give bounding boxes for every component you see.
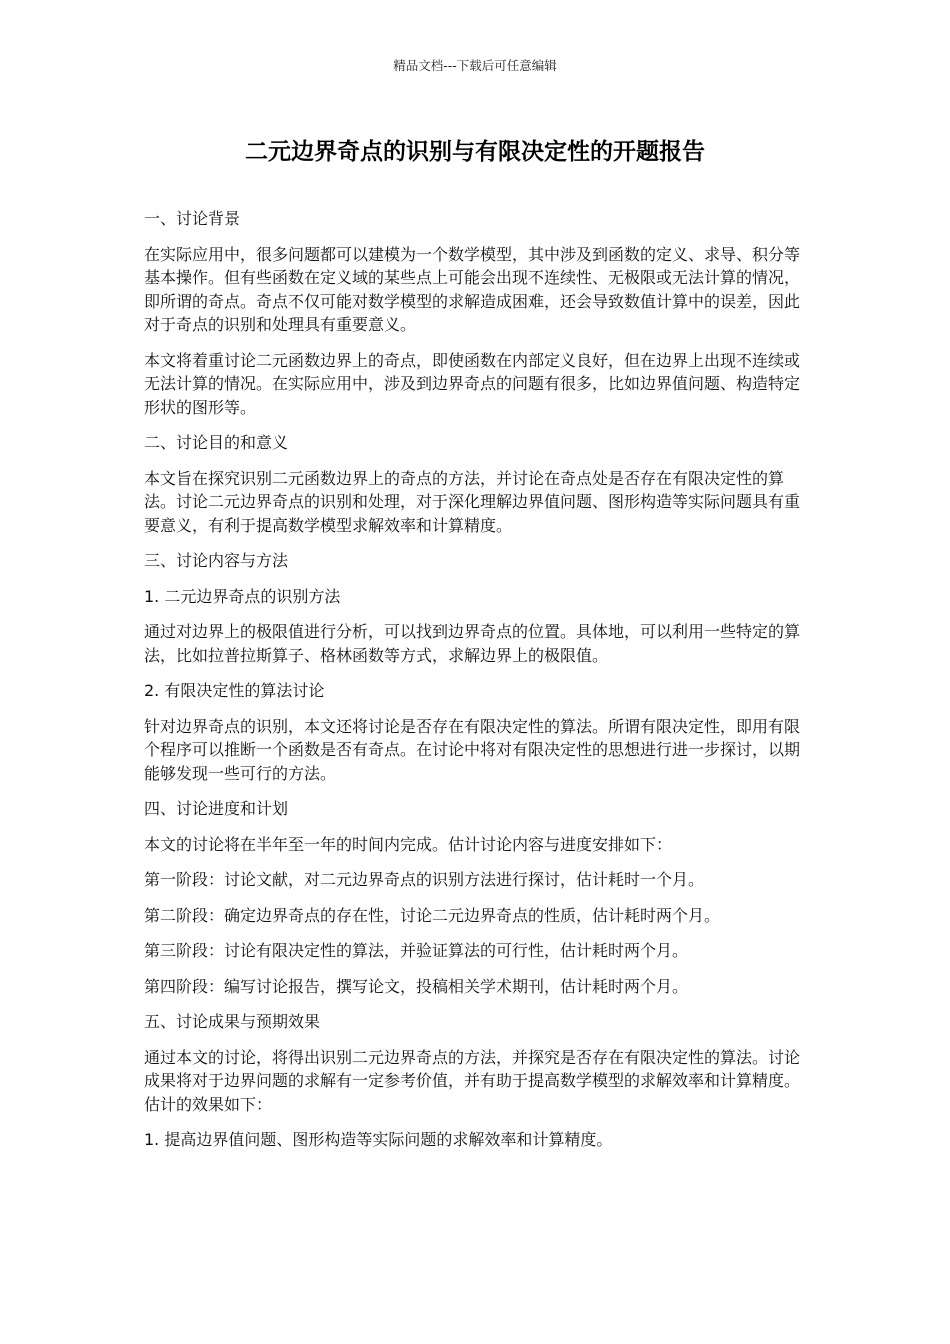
paragraph-purpose: 本文旨在探究识别二元函数边界上的奇点的方法，并讨论在奇点处是否存在有限决定性的算法。讨论二元边界奇点的识别和处理，对于深化理解边界值问题、图形构造等实际问题具有重要意义，有利于提高数学模型求解效率和计算精度。 <box>144 468 801 535</box>
section-heading-background: 一、讨论背景 <box>144 209 241 228</box>
paragraph-identification-method: 通过对边界上的极限值进行分析，可以找到边界奇点的位置。具体地，可以利用一些特定的算法，比如拉普拉斯算子、格林函数等方式，求解边界上的极限值。 <box>144 622 801 665</box>
paragraph-finite-determinacy: 针对边界奇点的识别，本文还将讨论是否存在有限决定性的算法。所谓有限决定性，即用有限个程序可以推断一个函数是否有奇点。在讨论中将对有限决定性的思想进行进一步探讨，以期能够发现一些可行的方法。 <box>144 716 801 783</box>
section-heading-content-method: 三、讨论内容与方法 <box>144 551 289 570</box>
document-title: 二元边界奇点的识别与有限决定性的开题报告 <box>245 139 705 165</box>
subheading-finite-determinacy: 2. 有限决定性的算法讨论 <box>144 681 325 700</box>
schedule-phase-1: 第一阶段：讨论文献，对二元边界奇点的识别方法进行探讨，估计耗时一个月。 <box>144 870 705 889</box>
schedule-phase-3: 第三阶段：讨论有限决定性的算法，并验证算法的可行性，估计耗时两个月。 <box>144 941 689 960</box>
schedule-phase-4: 第四阶段：编写讨论报告，撰写论文，投稿相关学术期刊，估计耗时两个月。 <box>144 976 689 996</box>
paragraph-outcomes: 通过本文的讨论，将得出识别二元边界奇点的方法，并探究是否存在有限决定性的算法。讨论成果将对于边界问题的求解有一定参考价值，并有助于提高数学模型的求解效率和计算精度。估计的效果如下： <box>144 1047 801 1114</box>
paragraph-schedule-intro: 本文的讨论将在半年至一年的时间内完成。估计讨论内容与进度安排如下： <box>144 834 673 854</box>
paragraph-background-2: 本文将着重讨论二元函数边界上的奇点，即使函数在内部定义良好，但在边界上出现不连续或无法计算的情况。在实际应用中，涉及到边界奇点的问题有很多，比如边界值问题、构造特定形状的图形等。 <box>144 350 801 417</box>
schedule-phase-2: 第二阶段：确定边界奇点的存在性，讨论二元边界奇点的性质，估计耗时两个月。 <box>144 905 721 925</box>
paragraph-background-1: 在实际应用中，很多问题都可以建模为一个数学模型，其中涉及到函数的定义、求导、积分等基本操作。但有些函数在定义域的某些点上可能会出现不连续性、无极限或无法计算的情况，即所谓的奇点。奇点不仅可能对数学模型的求解造成困难，还会导致数值计算中的误差，因此对于奇点的识别和处理具有重要意义。 <box>144 244 801 334</box>
section-heading-outcomes: 五、讨论成果与预期效果 <box>144 1012 321 1031</box>
section-heading-schedule: 四、讨论进度和计划 <box>144 799 289 818</box>
section-heading-purpose: 二、讨论目的和意义 <box>144 433 289 452</box>
outcome-item-1: 1. 提高边界值问题、图形构造等实际问题的求解效率和计算精度。 <box>144 1130 613 1149</box>
page-header-note: 精品文档---下载后可任意编辑 <box>393 58 557 73</box>
document-body <box>144 207 808 1164</box>
subheading-identification-method: 1. 二元边界奇点的识别方法 <box>144 586 341 606</box>
